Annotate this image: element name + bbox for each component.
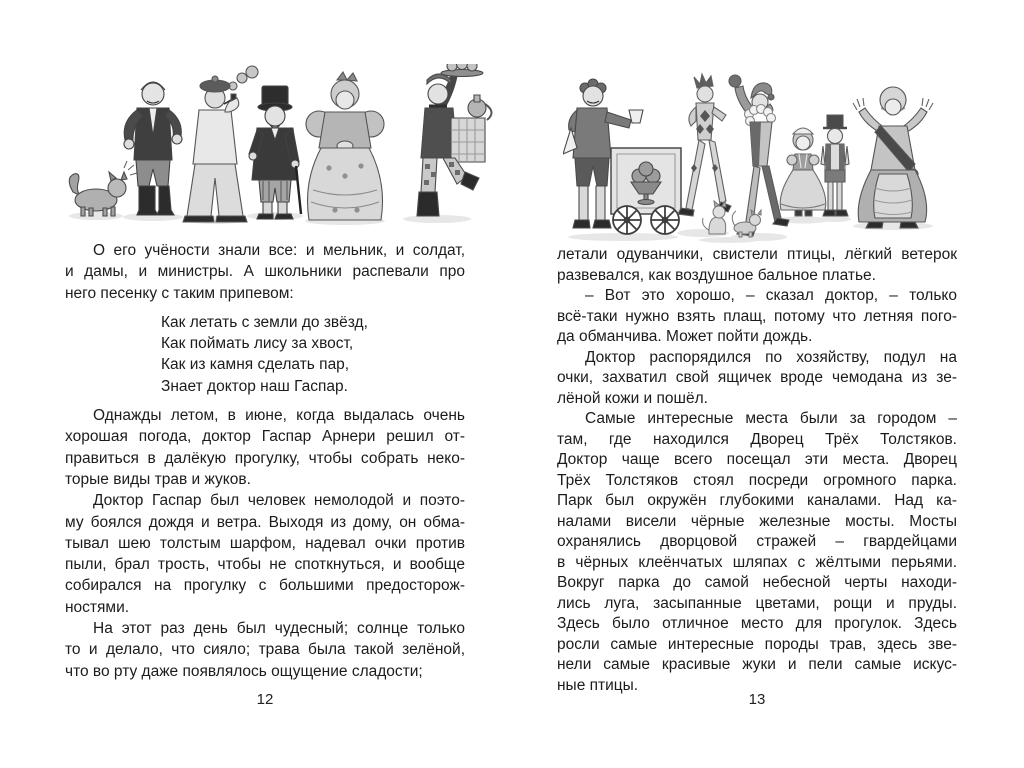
text-line: Доктор Гаспар был человек немолодой и поэто- <box>93 492 465 510</box>
text-line: нели самые красивые жуки и пели самые искус- <box>557 656 957 673</box>
text-line: На этот раз день был чудесный; солнце только <box>93 620 465 638</box>
text-line: пыли, брал трость, чтобы не споткнуться, и вообще <box>65 556 465 574</box>
page-13 <box>557 0 957 768</box>
paragraph <box>557 245 957 286</box>
text-line: охранялись дворцовой стражей – гвардейцами <box>557 533 957 550</box>
text-line: что во рту даже появлялось ощущение сладости; <box>65 662 423 680</box>
paragraph <box>557 286 957 348</box>
illustration-street-performers <box>557 70 957 243</box>
text-line: Доктор распорядился по хозяйству, подул на <box>585 348 957 366</box>
verse-line: Знает доктор наш Гаспар. <box>161 377 348 395</box>
page-12 <box>65 0 465 768</box>
text-line: тывал шею толстым шарфом, надевал очки против <box>65 534 465 552</box>
figure-woman <box>853 87 933 228</box>
text-line: ные птицы. <box>557 676 639 694</box>
verse-line: Как летать с земли до звёзд, <box>161 313 368 331</box>
text-line: Самые интересные места были за городом – <box>585 410 957 427</box>
text-line: да обманчива. Может пойти дождь. <box>557 328 813 345</box>
text-line: него песенку с таким припевом: <box>65 284 294 302</box>
figure-lady <box>306 72 384 220</box>
text-line: ностями. <box>65 598 130 616</box>
text-line: летали одуванчики, свистели птицы, лёгкий ветерок <box>557 246 957 263</box>
text-line: – Вот это хорошо, – сказал доктор, – только <box>585 287 957 304</box>
text-line: лись луга, засыпанные цветами, рощи и пруды. <box>557 594 957 612</box>
page-number: 13 <box>748 691 766 708</box>
text-line: Здесь было отличное место для прогулок. Здесь <box>557 615 957 632</box>
cat-icon <box>69 161 137 216</box>
figure-peasant <box>124 82 182 215</box>
text-line: Трёх Толстяков стоял посреди огромного парка. <box>557 471 957 489</box>
page-text <box>65 240 465 682</box>
text-line: торые виды трав и жуков. <box>65 470 251 488</box>
text-line: то и делало, что сияло; трава была такой зелёной, <box>65 641 465 659</box>
paragraph <box>65 490 465 618</box>
text-line: О его учёности знали все: и мельник, и солдат, <box>93 242 465 259</box>
text-line: развевался, как воздушное бальное платье. <box>557 266 876 284</box>
page-text <box>557 245 957 696</box>
text-line: всё-таки нужно взять плащ, потому что летняя пого- <box>557 307 957 325</box>
text-line: Вокруг парка до самой небесной черты находи- <box>557 574 957 591</box>
text-line: хорошая погода, доктор Гаспар Арнери решил от- <box>65 428 465 446</box>
text-line: Парк был окружён глубокими каналами. Над ка- <box>557 492 957 509</box>
verse-line: Как из камня сделать пар, <box>161 356 350 374</box>
page-number: 12 <box>256 691 274 708</box>
figure-icecream-vendor <box>563 79 681 234</box>
verse-line: Как поймать лису за хвост, <box>161 335 354 353</box>
paragraph <box>65 240 465 304</box>
paragraph <box>557 348 957 410</box>
paragraph <box>65 405 465 490</box>
text-line: и дамы, и министры. А школьники распевали про <box>65 263 465 281</box>
verse-block <box>161 312 465 397</box>
text-line: му боялся дождя и ветра. Выходя из дому, он обма- <box>65 513 465 531</box>
figure-girl <box>780 128 826 216</box>
text-line: налами висели чёрные железные мосты. Мосты <box>557 512 957 530</box>
text-line: в чёрных клеёнчатых шляпах с жёлтыми перьями. <box>557 553 957 571</box>
paragraph <box>557 409 957 696</box>
text-line: лёной кожи и пошёл. <box>557 389 708 407</box>
text-line: Доктор чаще всего посещал эти места. Дворец <box>557 451 957 468</box>
text-line: росли самые интересные породы трав, здесь зве- <box>557 635 957 653</box>
paragraph <box>65 618 465 682</box>
text-line: собирался на прогулку с большими предосторож- <box>65 577 465 595</box>
performers-drawing <box>563 70 953 243</box>
townsfolk-drawing <box>65 64 505 238</box>
text-line: Однажды летом, в июне, когда выдалась очень <box>93 407 465 425</box>
figure-sailor <box>183 66 258 222</box>
illustration-townsfolk <box>65 64 465 238</box>
text-line: очки, захватил свой ящичек вроде чемодана из зе- <box>557 369 957 386</box>
text-line: там, где находился Дворец Трёх Толстяков. <box>557 430 957 448</box>
figure-gentleman <box>249 86 301 219</box>
text-line: правиться в далёкую прогулку, чтобы собрать неко- <box>65 449 465 467</box>
figure-harlequin <box>678 74 731 216</box>
figure-waiter <box>417 64 492 216</box>
